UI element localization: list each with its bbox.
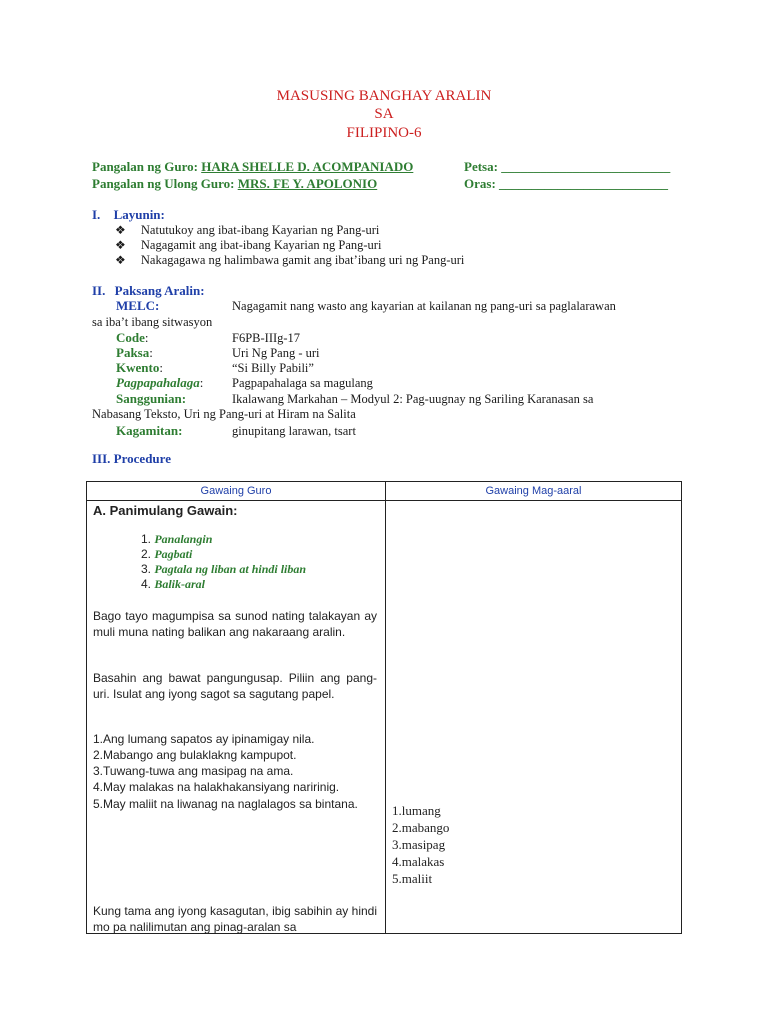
kwento-label-row: Kwento: bbox=[116, 360, 163, 375]
sentence-item: 5.May maliit na liwanag na naglalagos sa bintana. bbox=[93, 797, 358, 811]
petsa-blank: __________________________ bbox=[501, 159, 671, 174]
melc-value: Nagagamit nang wasto ang kayarian at kailanan ng pang-uri sa paglalarawan bbox=[232, 299, 616, 313]
guro-cell bbox=[87, 501, 386, 934]
sentence-item: 4.May malakas na halakhakansiyang naririnig. bbox=[93, 780, 340, 794]
layunin-item: ❖ Nakagagawa ng halimbawa gamit ang ibat’ibang uri ng Pang-uri bbox=[115, 253, 465, 267]
guro-name: HARA SHELLE D. ACOMPANIADO bbox=[201, 159, 414, 174]
table-row bbox=[87, 501, 682, 934]
sentence-item: 1.Ang lumang sapatos ay ipinamigay nila. bbox=[93, 732, 315, 746]
balik-aral-intro: Bago tayo magumpisa sa sunod nating talakayan ay muli muna nating balikan ang nakaraang aralin. bbox=[93, 609, 377, 639]
step-item: 3. Pagtala ng liban at hindi liban bbox=[141, 562, 307, 576]
title-line-3: FILIPINO-6 bbox=[346, 125, 422, 141]
step-item: 2. Pagbati bbox=[141, 547, 193, 561]
section-a-heading: A. Panimulang Gawain: bbox=[93, 503, 238, 518]
answer-item: 1.lumang bbox=[392, 803, 441, 818]
answer-item: 2.mabango bbox=[392, 820, 450, 835]
pagpapahalaga-label: Pagpapahalaga bbox=[116, 375, 200, 390]
layunin-heading bbox=[92, 207, 165, 223]
answer-item: 3.masipag bbox=[392, 837, 446, 852]
layunin-item: ❖ Nagagamit ang ibat-ibang Kayarian ng Pang-uri bbox=[115, 238, 382, 252]
layunin-item: ❖ Natutukoy ang ibat-ibang Kayarian ng Pang-uri bbox=[115, 223, 380, 237]
oras-row bbox=[464, 176, 668, 192]
diamond-bullet-icon: ❖ bbox=[115, 223, 126, 237]
kagamitan-value: ginupitang larawan, tsart bbox=[232, 424, 356, 438]
ulong-guro-name: MRS. FE Y. APOLONIO bbox=[237, 176, 378, 191]
diamond-bullet-icon: ❖ bbox=[115, 238, 126, 252]
sentence-item: 2.Mabango ang bulaklakng kampupot. bbox=[93, 748, 297, 762]
diamond-bullet-icon: ❖ bbox=[115, 253, 126, 267]
step-item: 4. Balik-aral bbox=[141, 577, 206, 591]
pagpapahalaga-value: Pagpapahalaga sa magulang bbox=[232, 376, 373, 390]
oras-blank: __________________________ bbox=[499, 176, 669, 191]
paksang-heading bbox=[92, 283, 205, 299]
paksang-label: Paksang Aralin: bbox=[114, 283, 205, 298]
kagamitan-label: Kagamitan: bbox=[116, 423, 183, 438]
answer-item: 4.malakas bbox=[392, 854, 445, 869]
layunin-num: I. bbox=[92, 207, 101, 222]
kwento-value: “Si Billy Pabili” bbox=[232, 361, 314, 375]
step-item: 1. Panalangin bbox=[141, 532, 213, 546]
code-value: F6PB-IIIg-17 bbox=[232, 331, 301, 345]
ulong-guro-row bbox=[92, 176, 377, 192]
oras-label: Oras: bbox=[464, 176, 496, 191]
col-gawaing-guro: Gawaing Guro bbox=[87, 482, 386, 501]
paksa-label: Paksa bbox=[116, 345, 150, 360]
table-header-row bbox=[87, 482, 682, 501]
sanggunian-value: Ikalawang Markahan – Modyul 2: Pag-uugnay ng Sariling Karanasan sa bbox=[232, 392, 594, 406]
answer-item: 5.maliit bbox=[392, 871, 433, 886]
pagpapahalaga-label-row: Pagpapahalaga: bbox=[116, 375, 204, 390]
closing-paragraph: Kung tama ang iyong kasagutan, ibig sabihin ay hindi mo pa nalilimutan ang pinag-aralan sa bbox=[93, 904, 377, 933]
melc-value-cont: sa iba’t ibang sitwasyon bbox=[92, 315, 213, 329]
melc-label: MELC: bbox=[116, 298, 160, 313]
kwento-label: Kwento bbox=[116, 360, 160, 375]
title-line-1: MASUSING BANGHAY ARALIN bbox=[276, 88, 492, 104]
petsa-row bbox=[464, 159, 670, 175]
title-line-2: SA bbox=[374, 106, 394, 122]
code-label: Code bbox=[116, 330, 145, 345]
petsa-label: Petsa: bbox=[464, 159, 498, 174]
paksa-label-row: Paksa: bbox=[116, 345, 153, 360]
ulong-guro-label: Pangalan ng Ulong Guro: bbox=[92, 176, 235, 191]
procedure-heading: III. Procedure bbox=[92, 451, 171, 466]
layunin-label: Layunin: bbox=[113, 207, 165, 222]
guro-label: Pangalan ng Guro: bbox=[92, 159, 198, 174]
sanggunian-label: Sanggunian: bbox=[116, 391, 187, 406]
code-label-row: Code: bbox=[116, 330, 149, 345]
mag-aaral-cell bbox=[386, 501, 682, 934]
paksang-num: II. bbox=[92, 283, 106, 298]
sanggunian-value-cont: Nabasang Teksto, Uri ng Pang-uri at Hiram na Salita bbox=[92, 407, 356, 421]
col-gawaing-mag-aaral: Gawaing Mag-aaral bbox=[386, 482, 682, 501]
sentence-item: 3.Tuwang-tuwa ang masipag na ama. bbox=[93, 764, 294, 778]
procedure-table bbox=[86, 481, 682, 934]
paksa-value: Uri Ng Pang - uri bbox=[232, 346, 320, 360]
guro-row bbox=[92, 159, 413, 175]
instruction-paragraph: Basahin ang bawat pangungusap. Piliin ang pang-uri. Isulat ang iyong sagot sa sagutang papel. bbox=[93, 671, 377, 701]
